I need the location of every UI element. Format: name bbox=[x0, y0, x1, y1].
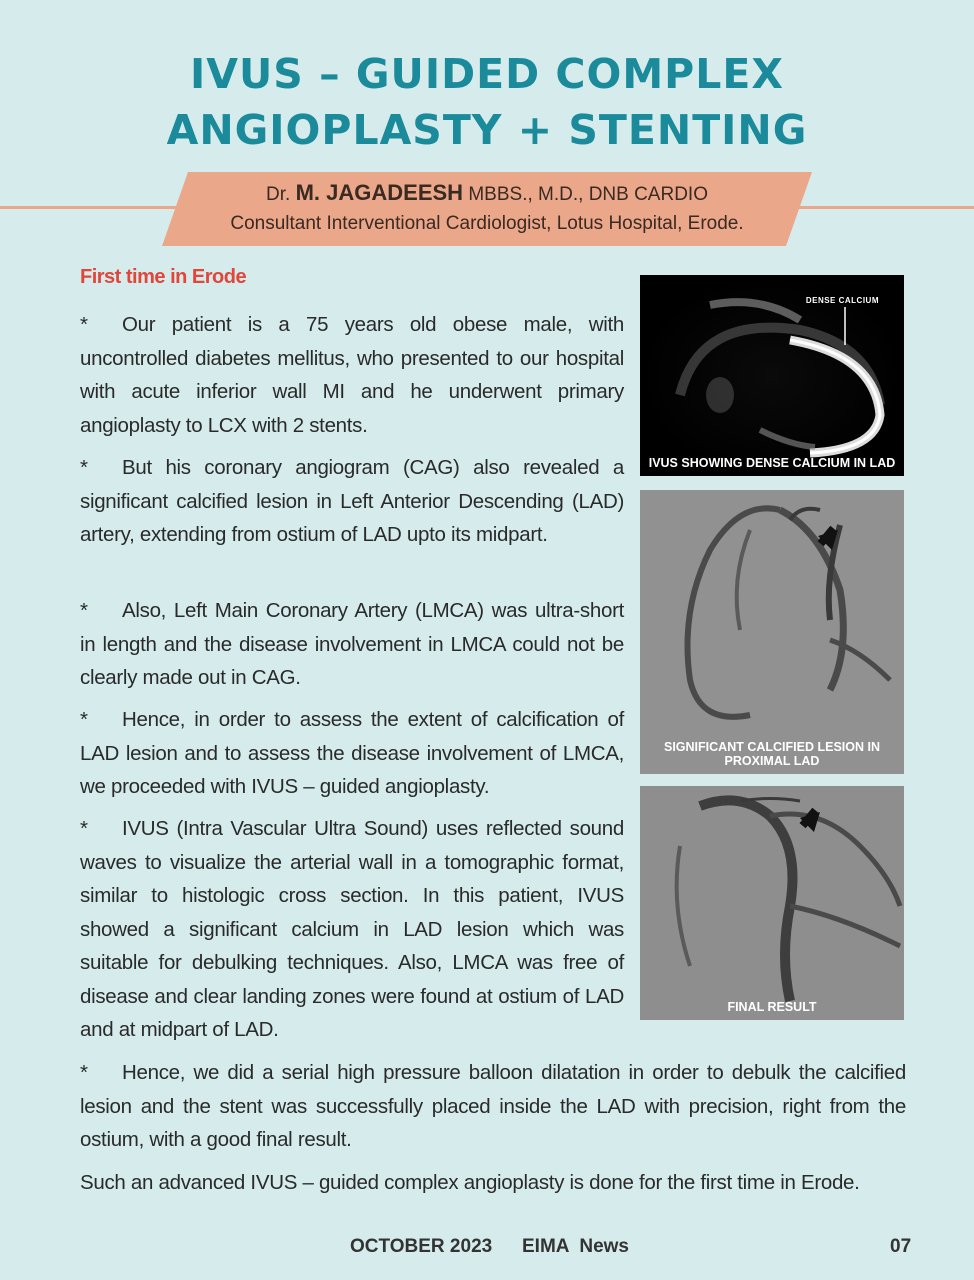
paragraph bbox=[80, 451, 624, 552]
angiogram-final-image bbox=[640, 786, 904, 1020]
page-title bbox=[0, 46, 974, 158]
author-degrees: MBBS., M.D., DNB CARDIO bbox=[468, 184, 708, 205]
footer-date: OCTOBER 2023 bbox=[350, 1236, 493, 1257]
angiogram-lesion-caption: SIGNIFICANT CALCIFIED LESION IN PROXIMAL LAD bbox=[664, 740, 880, 768]
paragraph-text: IVUS (Intra Vascular Ultra Sound) uses reflected sound waves to visualize the arterial wall in a tomographic format, similar to histologic cross section. In this patient, IVUS showed a significant calcium in LAD lesion which was suitable for debulking techniques. Also, LMCA was free of disease and clear landing zones were found at ostium of LAD and at midpart of LAD. bbox=[80, 817, 624, 1041]
paragraph bbox=[80, 308, 624, 442]
ivus-image bbox=[640, 275, 904, 476]
paragraph bbox=[80, 703, 624, 804]
bullet-marker: * bbox=[80, 313, 88, 336]
final-result-caption: FINAL RESULT bbox=[727, 1000, 817, 1014]
bullet-marker: * bbox=[80, 599, 88, 622]
bullet-marker: * bbox=[80, 456, 88, 479]
bullet-marker: * bbox=[80, 1061, 88, 1084]
paragraph-text: Hence, we did a serial high pressure balloon dilatation in order to debulk the calcified lesion and the stent was successfully placed inside the LAD with precision, right from the ostium, with a good final result. bbox=[80, 1061, 906, 1151]
ivus-caption: IVUS SHOWING DENSE CALCIUM IN LAD bbox=[648, 456, 896, 470]
bullet-marker: * bbox=[80, 817, 88, 840]
paragraph-text: Also, Left Main Coronary Artery (LMCA) was ultra-short in length and the disease involvement in LMCA could not be clearly made out in CAG. bbox=[80, 599, 624, 689]
paragraph-text: Our patient is a 75 years old obese male, with uncontrolled diabetes mellitus, who presented to our hospital with acute inferior wall MI and he underwent primary angioplasty to LCX with 2 stents. bbox=[80, 313, 624, 437]
author-name: M. JAGADEESH bbox=[295, 180, 464, 205]
footer-publication: EIMA News bbox=[522, 1236, 629, 1257]
angiogram-lesion-image bbox=[640, 490, 904, 774]
paragraph bbox=[80, 1056, 906, 1157]
paragraph-text: But his coronary angiogram (CAG) also revealed a significant calcified lesion in Left Anterior Descending (LAD) artery, extending from ostium of LAD upto its midpart. bbox=[80, 456, 624, 546]
section-heading: First time in Erode bbox=[80, 266, 247, 288]
angiogram-graphic bbox=[640, 490, 904, 774]
closing-statement: Such an advanced IVUS – guided complex angioplasty is done for the first time in Erode. bbox=[80, 1171, 860, 1194]
author-prefix: Dr. bbox=[266, 184, 291, 205]
title-line-2: ANGIOPLASTY + STENTING bbox=[166, 106, 808, 154]
ivus-graphic bbox=[640, 275, 904, 476]
author-block bbox=[162, 178, 812, 238]
title-line-1: IVUS – GUIDED COMPLEX bbox=[190, 50, 784, 98]
paragraph bbox=[80, 594, 624, 695]
author-role: Consultant Interventional Cardiologist, Lotus Hospital, Erode. bbox=[230, 213, 744, 234]
bullet-marker: * bbox=[80, 708, 88, 731]
paragraph-text: Hence, in order to assess the extent of calcification of LAD lesion and to assess the disease involvement of LMCA, we proceeded with IVUS – guided angioplasty. bbox=[80, 708, 624, 798]
ivus-annotation: DENSE CALCIUM bbox=[805, 296, 879, 305]
page-number: 07 bbox=[890, 1236, 912, 1257]
paragraph bbox=[80, 812, 624, 1047]
final-result-graphic bbox=[640, 786, 904, 1020]
